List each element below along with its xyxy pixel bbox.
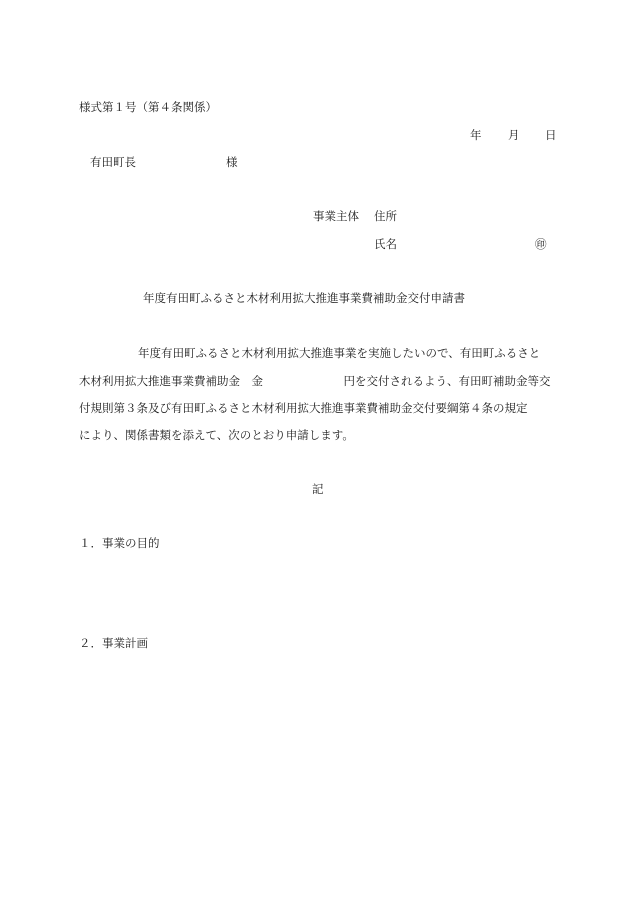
body-text-line: 付規則第３条及び有田町ふるさと木材利用拡大推進事業費補助金交付要綱第４条の規定: [79, 401, 528, 415]
ki-notation: 記: [312, 482, 324, 496]
body-text-line: により、関係書類を添えて、次のとおり申請します。: [79, 428, 354, 442]
addressee-honorific: 様: [226, 155, 238, 169]
section-heading-purpose: １．事業の目的: [79, 536, 160, 550]
applicant-name-label: 氏名: [374, 237, 397, 251]
applicant-role-label: 事業主体: [313, 209, 359, 223]
applicant-address-label: 住所: [374, 209, 397, 223]
date-day-label: 日: [545, 128, 557, 142]
body-text-line: 年度有田町ふるさと木材利用拡大推進事業を実施したいので、有田町ふるさと: [138, 346, 541, 360]
date-year-label: 年: [470, 128, 482, 142]
seal-mark: ㊞: [535, 237, 547, 251]
body-text-line: 木材利用拡大推進事業費補助金 金 円を交付されるよう、有田町補助金等交: [79, 374, 551, 388]
addressee-name: 有田町長: [90, 155, 136, 169]
date-month-label: 月: [508, 128, 520, 142]
form-number: 様式第１号（第４条関係）: [79, 100, 217, 114]
section-heading-plan: ２．事業計画: [79, 636, 148, 650]
document-title: 年度有田町ふるさと木材利用拡大推進事業費補助金交付申請書: [143, 291, 465, 305]
